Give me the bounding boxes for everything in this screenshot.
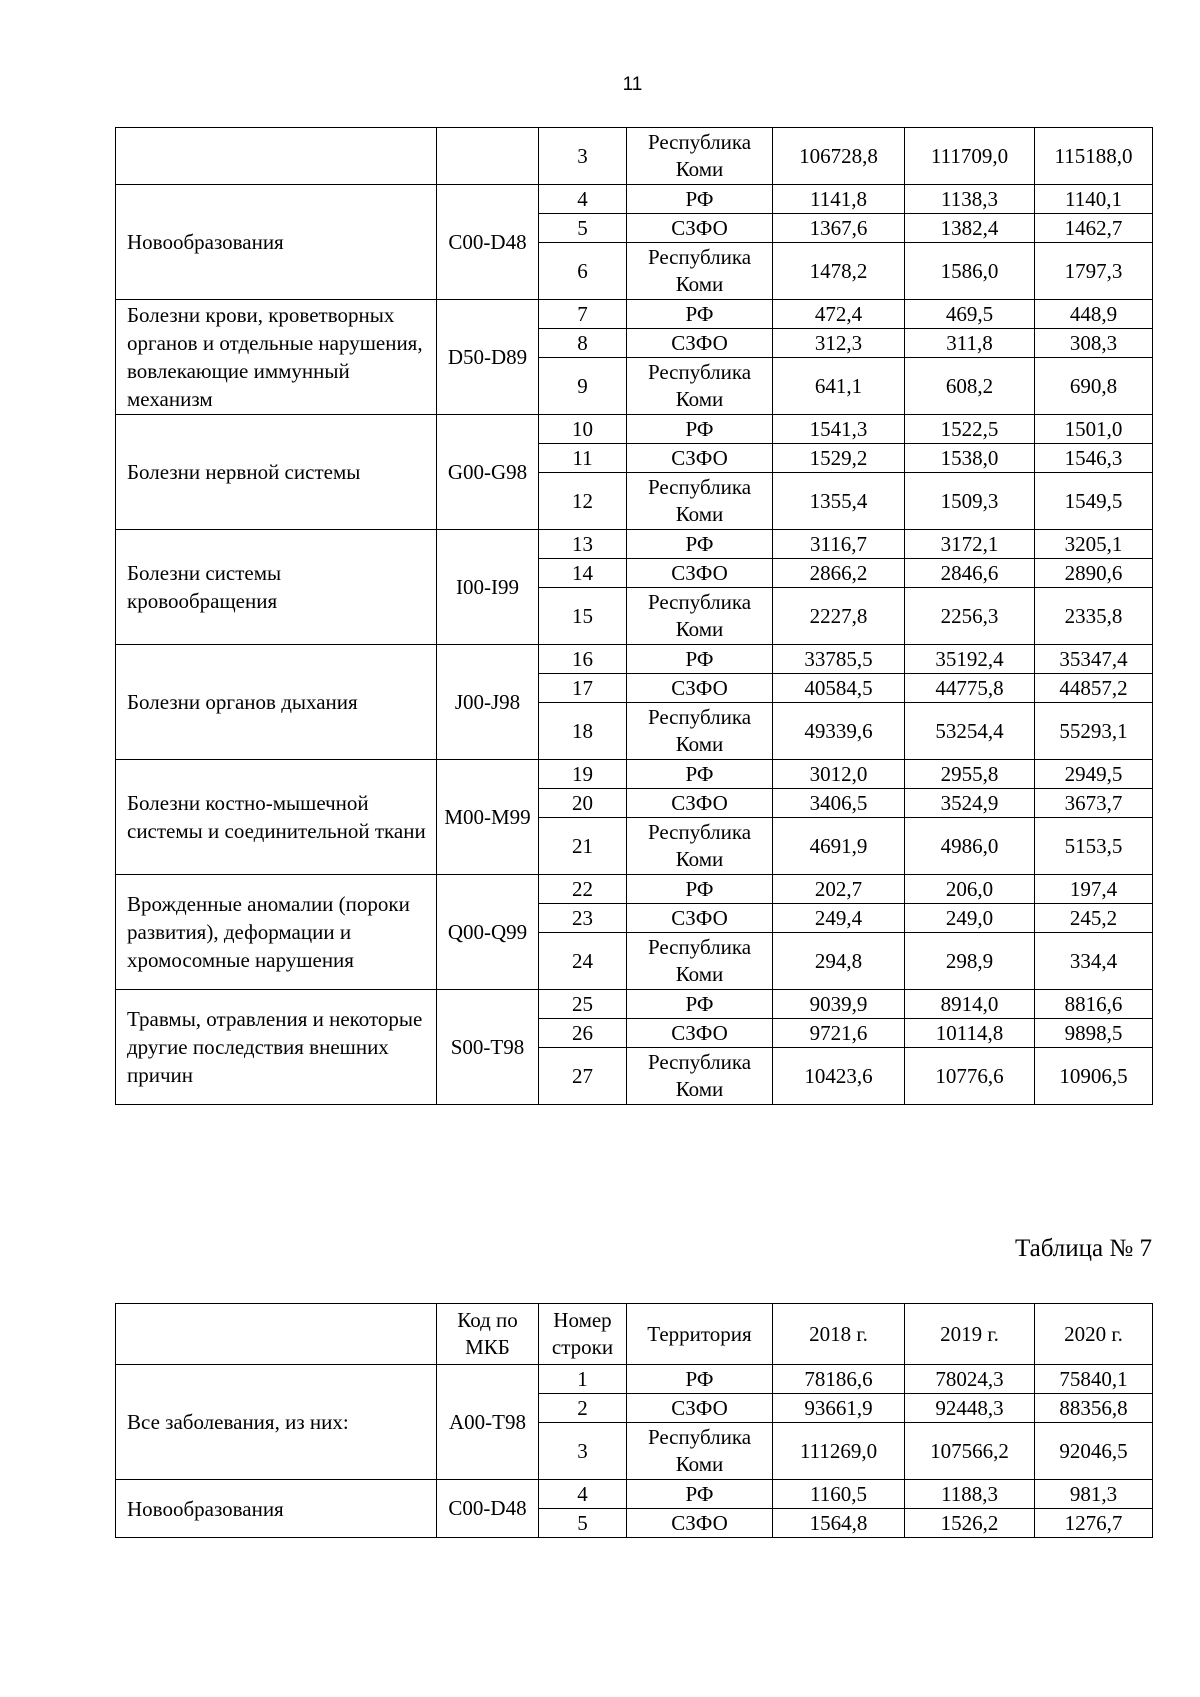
empty-cell [437,128,539,185]
value-2018-cell: 1367,6 [773,214,905,243]
value-2020-cell: 10906,5 [1035,1048,1153,1105]
icd-code-cell: Q00-Q99 [437,875,539,990]
value-2020-cell: 35347,4 [1035,645,1153,674]
header-year-2019: 2019 г. [905,1304,1035,1365]
icd-code-cell: C00-D48 [437,1480,539,1538]
territory-cell: Республика Коми [627,243,773,300]
disease-name-cell: Травмы, отравления и некоторые другие последствия внешних причин [116,990,437,1105]
table-caption: Таблица № 7 [1014,1235,1152,1262]
header-territory: Территория [627,1304,773,1365]
value-2020-cell: 1797,3 [1035,243,1153,300]
table-row [116,415,1153,444]
value-2020-cell: 2335,8 [1035,588,1153,645]
value-2020-cell: 1501,0 [1035,415,1153,444]
value-2018-cell: 1541,3 [773,415,905,444]
row-number-cell: 26 [539,1019,627,1048]
value-2020-cell: 75840,1 [1035,1365,1153,1394]
row-number-cell: 23 [539,904,627,933]
disease-name-cell: Болезни системы кровообращения [116,530,437,645]
value-2019-cell: 1586,0 [905,243,1035,300]
header-disease [116,1304,437,1365]
row-number-cell: 3 [539,1423,627,1480]
row-number-cell: 25 [539,990,627,1019]
territory-cell: Республика Коми [627,358,773,415]
header-row-number: Номер строки [539,1304,627,1365]
value-2020-cell: 3673,7 [1035,789,1153,818]
territory-cell: СЗФО [627,1394,773,1423]
value-2020-cell: 1549,5 [1035,473,1153,530]
value-2019-cell: 249,0 [905,904,1035,933]
value-2019-cell: 53254,4 [905,703,1035,760]
territory-cell: Республика Коми [627,1048,773,1105]
territory-cell: СЗФО [627,1019,773,1048]
value-2020-cell: 5153,5 [1035,818,1153,875]
territory-cell: СЗФО [627,214,773,243]
territory-cell: Республика Коми [627,128,773,185]
row-number-cell: 12 [539,473,627,530]
value-2018-cell: 9039,9 [773,990,905,1019]
row-number-cell: 11 [539,444,627,473]
disease-name-cell: Новообразования [116,185,437,300]
row-number-cell: 8 [539,329,627,358]
value-2019-cell: 10114,8 [905,1019,1035,1048]
disease-name-cell: Болезни костно-мышечной системы и соединительной ткани [116,760,437,875]
disease-name-cell: Болезни органов дыхания [116,645,437,760]
value-2020-cell: 2890,6 [1035,559,1153,588]
table-row [116,1365,1153,1394]
value-2018-cell: 1529,2 [773,444,905,473]
value-2019-cell: 2846,6 [905,559,1035,588]
row-number-cell: 6 [539,243,627,300]
table-row [116,185,1153,214]
row-number-cell: 1 [539,1365,627,1394]
header-year-2020: 2020 г. [1035,1304,1153,1365]
territory-cell: РФ [627,760,773,789]
territory-cell: СЗФО [627,329,773,358]
table-row [116,875,1153,904]
value-2020-cell: 9898,5 [1035,1019,1153,1048]
value-2020-cell: 115188,0 [1035,128,1153,185]
continued-morbidity-table [115,127,1153,1105]
value-2019-cell: 92448,3 [905,1394,1035,1423]
territory-cell: Республика Коми [627,588,773,645]
row-number-cell: 18 [539,703,627,760]
disease-name-cell: Болезни нервной системы [116,415,437,530]
value-2020-cell: 2949,5 [1035,760,1153,789]
row-number-cell: 4 [539,185,627,214]
value-2020-cell: 334,4 [1035,933,1153,990]
value-2019-cell: 35192,4 [905,645,1035,674]
value-2019-cell: 469,5 [905,300,1035,329]
value-2018-cell: 106728,8 [773,128,905,185]
value-2019-cell: 3524,9 [905,789,1035,818]
empty-cell [116,128,437,185]
table-row [116,645,1153,674]
territory-cell: Республика Коми [627,818,773,875]
row-number-cell: 5 [539,1509,627,1538]
table-row [116,760,1153,789]
value-2020-cell: 448,9 [1035,300,1153,329]
value-2019-cell: 1509,3 [905,473,1035,530]
value-2020-cell: 44857,2 [1035,674,1153,703]
value-2019-cell: 1538,0 [905,444,1035,473]
value-2018-cell: 1478,2 [773,243,905,300]
territory-cell: Республика Коми [627,703,773,760]
page-number: 11 [622,74,643,95]
value-2018-cell: 1160,5 [773,1480,905,1509]
row-number-cell: 19 [539,760,627,789]
value-2019-cell: 608,2 [905,358,1035,415]
value-2018-cell: 2227,8 [773,588,905,645]
value-2018-cell: 111269,0 [773,1423,905,1480]
territory-cell: РФ [627,645,773,674]
table-7 [115,1303,1153,1538]
table-row [116,990,1153,1019]
value-2018-cell: 1141,8 [773,185,905,214]
value-2018-cell: 1355,4 [773,473,905,530]
header-year-2018: 2018 г. [773,1304,905,1365]
icd-code-cell: S00-T98 [437,990,539,1105]
row-number-cell: 24 [539,933,627,990]
value-2018-cell: 40584,5 [773,674,905,703]
value-2018-cell: 3406,5 [773,789,905,818]
value-2019-cell: 1526,2 [905,1509,1035,1538]
value-2019-cell: 4986,0 [905,818,1035,875]
territory-cell: СЗФО [627,444,773,473]
territory-cell: РФ [627,185,773,214]
territory-cell: СЗФО [627,904,773,933]
value-2018-cell: 202,7 [773,875,905,904]
value-2020-cell: 92046,5 [1035,1423,1153,1480]
value-2020-cell: 55293,1 [1035,703,1153,760]
value-2020-cell: 1546,3 [1035,444,1153,473]
territory-cell: СЗФО [627,674,773,703]
row-number-cell: 21 [539,818,627,875]
value-2019-cell: 1138,3 [905,185,1035,214]
icd-code-cell: D50-D89 [437,300,539,415]
value-2018-cell: 4691,9 [773,818,905,875]
table-row [116,1480,1153,1509]
value-2019-cell: 78024,3 [905,1365,1035,1394]
value-2018-cell: 3012,0 [773,760,905,789]
territory-cell: РФ [627,875,773,904]
value-2020-cell: 3205,1 [1035,530,1153,559]
value-2019-cell: 3172,1 [905,530,1035,559]
row-number-cell: 2 [539,1394,627,1423]
table-row [116,128,1153,185]
territory-cell: СЗФО [627,1509,773,1538]
territory-cell: РФ [627,530,773,559]
icd-code-cell: A00-T98 [437,1365,539,1480]
value-2018-cell: 33785,5 [773,645,905,674]
row-number-cell: 17 [539,674,627,703]
row-number-cell: 7 [539,300,627,329]
value-2019-cell: 2256,3 [905,588,1035,645]
value-2018-cell: 3116,7 [773,530,905,559]
table-row [116,530,1153,559]
territory-cell: РФ [627,1365,773,1394]
territory-cell: Республика Коми [627,1423,773,1480]
disease-name-cell: Врожденные аномалии (пороки развития), деформации и хромосомные нарушения [116,875,437,990]
value-2019-cell: 311,8 [905,329,1035,358]
value-2020-cell: 1462,7 [1035,214,1153,243]
territory-cell: РФ [627,1480,773,1509]
value-2018-cell: 49339,6 [773,703,905,760]
icd-code-cell: J00-J98 [437,645,539,760]
territory-cell: РФ [627,415,773,444]
value-2018-cell: 1564,8 [773,1509,905,1538]
row-number-cell: 4 [539,1480,627,1509]
value-2018-cell: 2866,2 [773,559,905,588]
value-2018-cell: 472,4 [773,300,905,329]
row-number-cell: 15 [539,588,627,645]
value-2020-cell: 1276,7 [1035,1509,1153,1538]
value-2020-cell: 197,4 [1035,875,1153,904]
value-2018-cell: 312,3 [773,329,905,358]
icd-code-cell: M00-M99 [437,760,539,875]
row-number-cell: 20 [539,789,627,818]
row-number-cell: 9 [539,358,627,415]
value-2020-cell: 690,8 [1035,358,1153,415]
value-2020-cell: 981,3 [1035,1480,1153,1509]
row-number-cell: 27 [539,1048,627,1105]
value-2018-cell: 78186,6 [773,1365,905,1394]
value-2019-cell: 1382,4 [905,214,1035,243]
territory-cell: РФ [627,990,773,1019]
value-2019-cell: 44775,8 [905,674,1035,703]
row-number-cell: 5 [539,214,627,243]
value-2020-cell: 1140,1 [1035,185,1153,214]
value-2018-cell: 641,1 [773,358,905,415]
value-2020-cell: 88356,8 [1035,1394,1153,1423]
territory-cell: РФ [627,300,773,329]
row-number-cell: 16 [539,645,627,674]
value-2018-cell: 249,4 [773,904,905,933]
territory-cell: СЗФО [627,559,773,588]
value-2019-cell: 1188,3 [905,1480,1035,1509]
disease-name-cell: Новообразования [116,1480,437,1538]
row-number-cell: 10 [539,415,627,444]
value-2020-cell: 308,3 [1035,329,1153,358]
header-code: Код по МКБ [437,1304,539,1365]
disease-name-cell: Все заболевания, из них: [116,1365,437,1480]
value-2020-cell: 245,2 [1035,904,1153,933]
row-number-cell: 22 [539,875,627,904]
table-row [116,300,1153,329]
disease-name-cell: Болезни крови, кроветворных органов и отдельные нарушения, вовлекающие иммунный механизм [116,300,437,415]
icd-code-cell: C00-D48 [437,185,539,300]
row-number-cell: 14 [539,559,627,588]
value-2018-cell: 10423,6 [773,1048,905,1105]
value-2019-cell: 206,0 [905,875,1035,904]
territory-cell: СЗФО [627,789,773,818]
value-2019-cell: 298,9 [905,933,1035,990]
territory-cell: Республика Коми [627,473,773,530]
value-2019-cell: 8914,0 [905,990,1035,1019]
row-number-cell: 13 [539,530,627,559]
value-2019-cell: 111709,0 [905,128,1035,185]
value-2019-cell: 2955,8 [905,760,1035,789]
icd-code-cell: G00-G98 [437,415,539,530]
value-2019-cell: 1522,5 [905,415,1035,444]
territory-cell: Республика Коми [627,933,773,990]
value-2018-cell: 9721,6 [773,1019,905,1048]
table-header-row [116,1304,1153,1365]
row-number-cell: 3 [539,128,627,185]
value-2018-cell: 93661,9 [773,1394,905,1423]
value-2019-cell: 10776,6 [905,1048,1035,1105]
value-2019-cell: 107566,2 [905,1423,1035,1480]
value-2020-cell: 8816,6 [1035,990,1153,1019]
icd-code-cell: I00-I99 [437,530,539,645]
value-2018-cell: 294,8 [773,933,905,990]
